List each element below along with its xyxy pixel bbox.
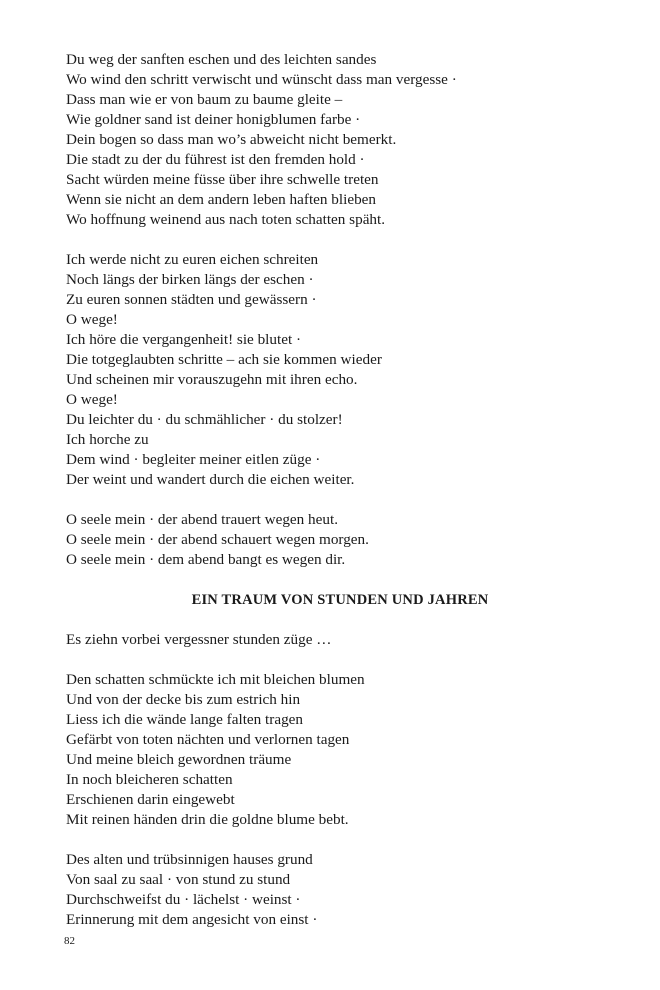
- verse-line: Und scheinen mir vorauszugehn mit ihren echo.: [66, 371, 358, 388]
- verse-line: Ich höre die vergangenheit! sie blutet ·: [66, 331, 302, 348]
- verse-line: Es ziehn vorbei vergessner stunden züge …: [66, 631, 332, 648]
- verse-line: Du leichter du · du schmählicher · du stolzer!: [66, 411, 343, 428]
- stanza: [66, 670, 586, 830]
- verse-line: Wie goldner sand ist deiner honigblumen farbe ·: [66, 111, 361, 128]
- verse-line: Die stadt zu der du führest ist den fremden hold ·: [66, 151, 365, 168]
- verse-line: Sacht würden meine füsse über ihre schwelle treten: [66, 171, 379, 188]
- verse-line: In noch bleicheren schatten: [66, 771, 233, 788]
- verse-line: Mit reinen händen drin die goldne blume bebt.: [66, 811, 349, 828]
- verse-line: Ich horche zu: [66, 431, 149, 448]
- verse-line: Dem wind · begleiter meiner eitlen züge ·: [66, 451, 321, 468]
- verse-line: Die totgeglaubten schritte – ach sie kommen wieder: [66, 351, 382, 368]
- page-number: 82: [64, 935, 75, 947]
- stanza: [66, 510, 586, 570]
- verse-line: Wenn sie nicht an dem andern leben haften blieben: [66, 191, 377, 208]
- verse-line: Gefärbt von toten nächten und verlornen tagen: [66, 731, 350, 748]
- verse-line: Von saal zu saal · von stund zu stund: [66, 871, 291, 888]
- verse-line: Noch längs der birken längs der eschen ·: [66, 271, 314, 288]
- verse-line: Du weg der sanften eschen und des leichten sandes: [66, 51, 377, 68]
- verse-line: Und von der decke bis zum estrich hin: [66, 691, 301, 708]
- stanza: [66, 850, 586, 930]
- verse-line: Dein bogen so dass man wo’s abweicht nicht bemerkt.: [66, 131, 397, 148]
- verse-line: Den schatten schmückte ich mit bleichen blumen: [66, 671, 365, 688]
- page-body: [66, 50, 586, 950]
- verse-line: O seele mein · der abend schauert wegen morgen.: [66, 531, 369, 548]
- verse-line: Des alten und trübsinnigen hauses grund: [66, 851, 313, 868]
- stanza: [66, 250, 586, 490]
- verse-line: O wege!: [66, 391, 118, 408]
- verse-line: Durchschweifst du · lächelst · weinst ·: [66, 891, 301, 908]
- verse-line: Erinnerung mit dem angesicht von einst ·: [66, 911, 318, 928]
- stanza: [66, 630, 586, 650]
- verse-line: O seele mein · dem abend bangt es wegen dir.: [66, 551, 346, 568]
- verse-line: Wo wind den schritt verwischt und wünscht dass man vergesse ·: [66, 71, 457, 88]
- verse-line: Dass man wie er von baum zu baume gleite –: [66, 91, 343, 108]
- poem-title: EIN TRAUM VON STUNDEN UND JAHREN: [191, 592, 489, 608]
- verse-line: Der weint und wandert durch die eichen weiter.: [66, 471, 355, 488]
- verse-line: Wo hoffnung weinend aus nach toten schatten späht.: [66, 211, 386, 228]
- verse-line: Liess ich die wände lange falten tragen: [66, 711, 303, 728]
- verse-line: O wege!: [66, 311, 118, 328]
- verse-line: Ich werde nicht zu euren eichen schreiten: [66, 251, 319, 268]
- verse-line: Zu euren sonnen städten und gewässern ·: [66, 291, 317, 308]
- verse-line: Erschienen darin eingewebt: [66, 791, 235, 808]
- verse-line: Und meine bleich gewordnen träume: [66, 751, 292, 768]
- stanza: [66, 50, 586, 230]
- verse-line: O seele mein · der abend trauert wegen heut.: [66, 511, 338, 528]
